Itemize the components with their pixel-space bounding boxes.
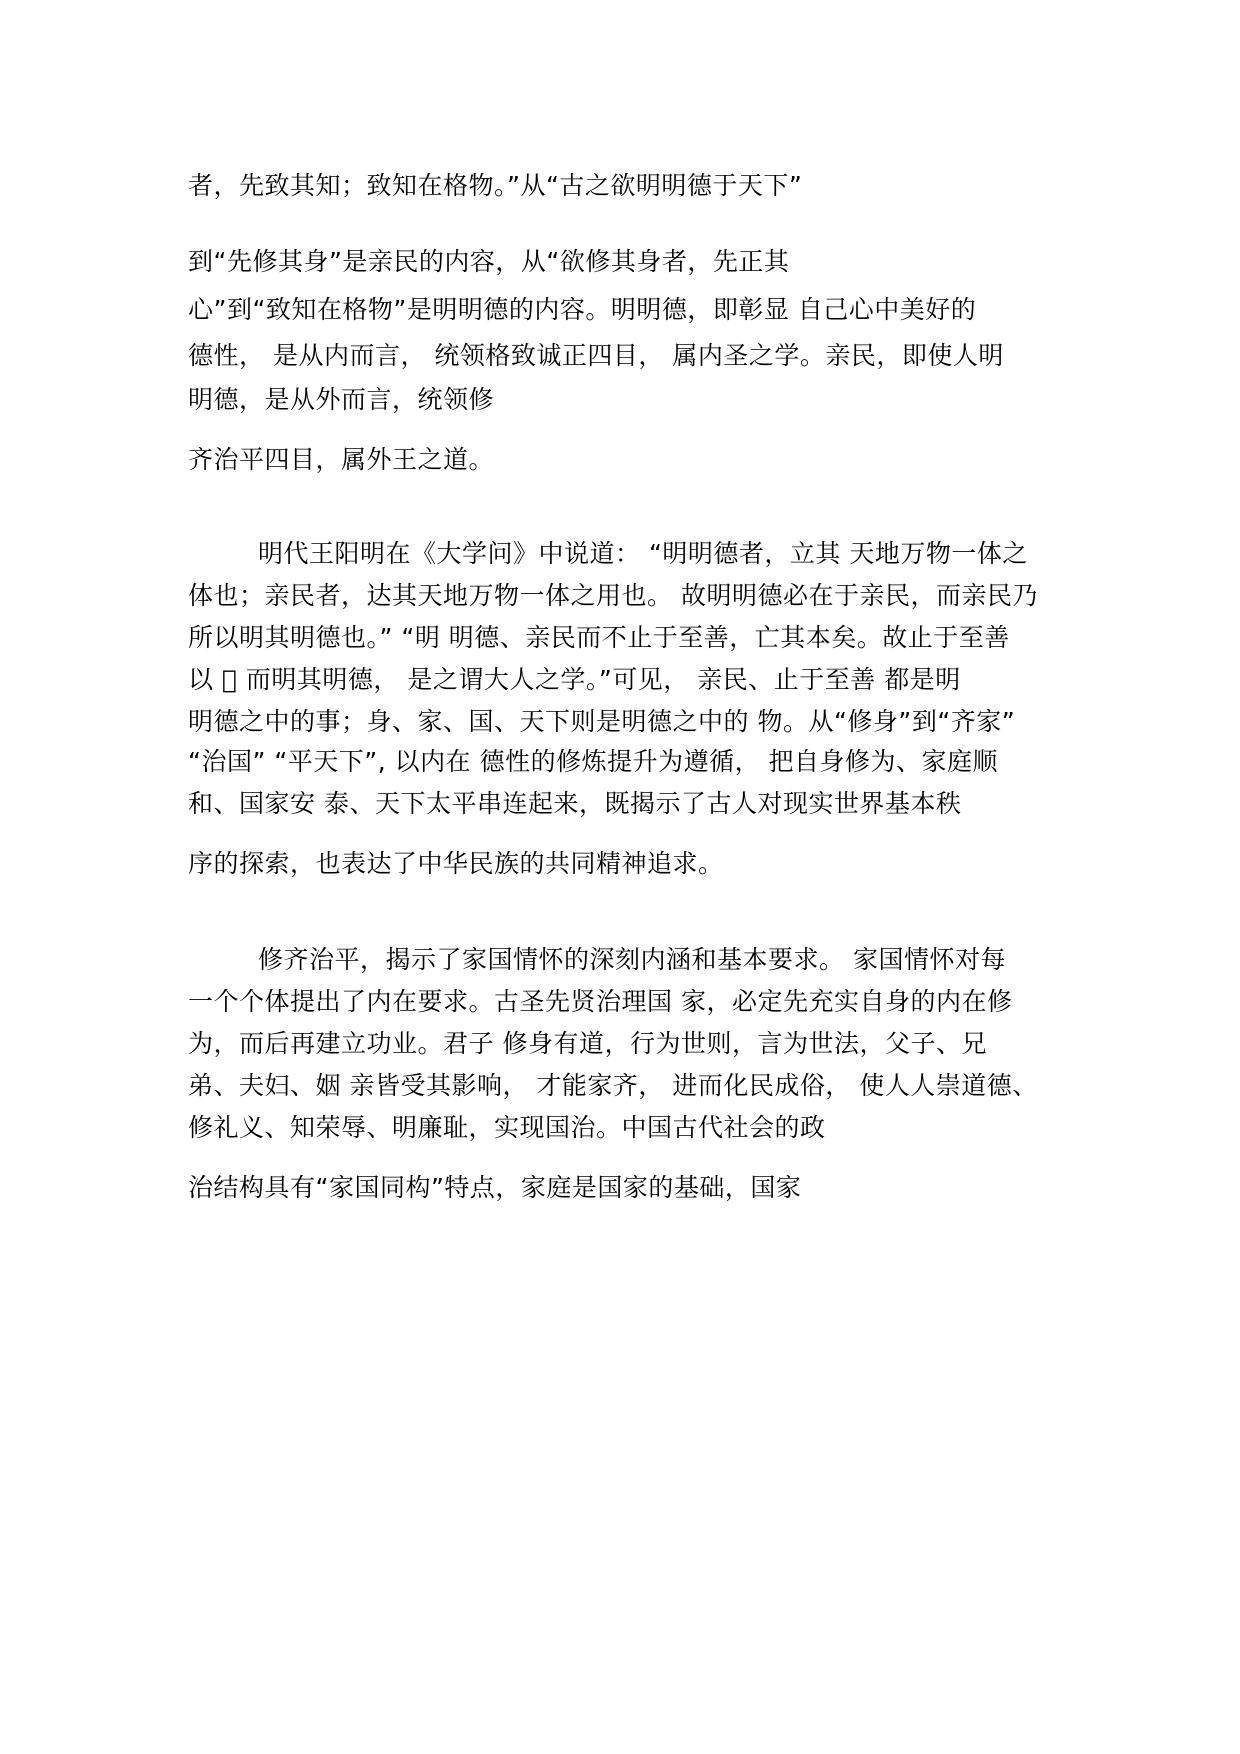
text-line: 德性， 是从内而言， 统领格致诚正四目， 属内圣之学。亲民，即使人明 [188,341,1004,370]
text-line: 为，而后再建立功业。君子 修身有道，行为世则，言为世法，父子、兄 [188,1029,987,1058]
paragraph-first-line: 明代王阳明在《大学问》中说道： “明明德者，立其 天地万物一体之 [258,539,1028,568]
text-line: “治国” “平天下”, 以内在 德性的修炼提升为遵循， 把自身修为、家庭顺 [188,747,999,776]
text-line: 治结构具有“家国同构”特点，家庭是国家的基础，国家 [188,1173,802,1202]
paragraph-first-line: 修齐治平，揭示了家国情怀的深刻内涵和基本要求。 家国情怀对每 [258,945,1006,974]
text-line: 明德，是从外而言，统领修 [188,385,495,414]
text-line: 到“先修其身”是亲民的内容，从“欲修其身者，先正其 [188,247,790,276]
text-line: 齐治平四目，属外王之道。 [188,445,495,474]
text-line: 一个个体提出了内在要求。古圣先贤治理国 家，必定先充实自身的内在修 [188,987,1013,1016]
text-line: 弟、夫妇、姻 亲皆受其影响， 才能家齐， 进而化民成俗， 使人人崇道德、 [188,1071,1038,1100]
text-line: 者，先致其知；致知在格物。”从“古之欲明明德于天下” [188,171,803,200]
text-line: 以 􀀀 而明其明德， 是之谓大人之学。”可见， 亲民、止于至善 都是明 [188,665,961,694]
text-line: 体也；亲民者，达其天地万物一体之用也。 故明明德必在于亲民，而亲民乃 [188,581,1038,610]
text-line: 修礼义、知荣辱、明廉耻，实现国治。中国古代社会的政 [188,1113,826,1142]
text-line: 和、国家安 泰、天下太平串连起来，既揭示了古人对现实世界基本秩 [188,789,962,818]
text-line: 序的探索，也表达了中华民族的共同精神追求。 [188,849,724,878]
text-line: 所以明其明德也。” “明 明德、亲民而不止于至善，亡其本矣。故止于至善 [188,623,1010,652]
text-line: 心”到“致知在格物”是明明德的内容。明明德，即彰显 自己心中美好的 [188,295,977,324]
text-line: 明德之中的事；身、家、国、天下则是明德之中的 物。从“修身”到“齐家” [188,707,1016,736]
